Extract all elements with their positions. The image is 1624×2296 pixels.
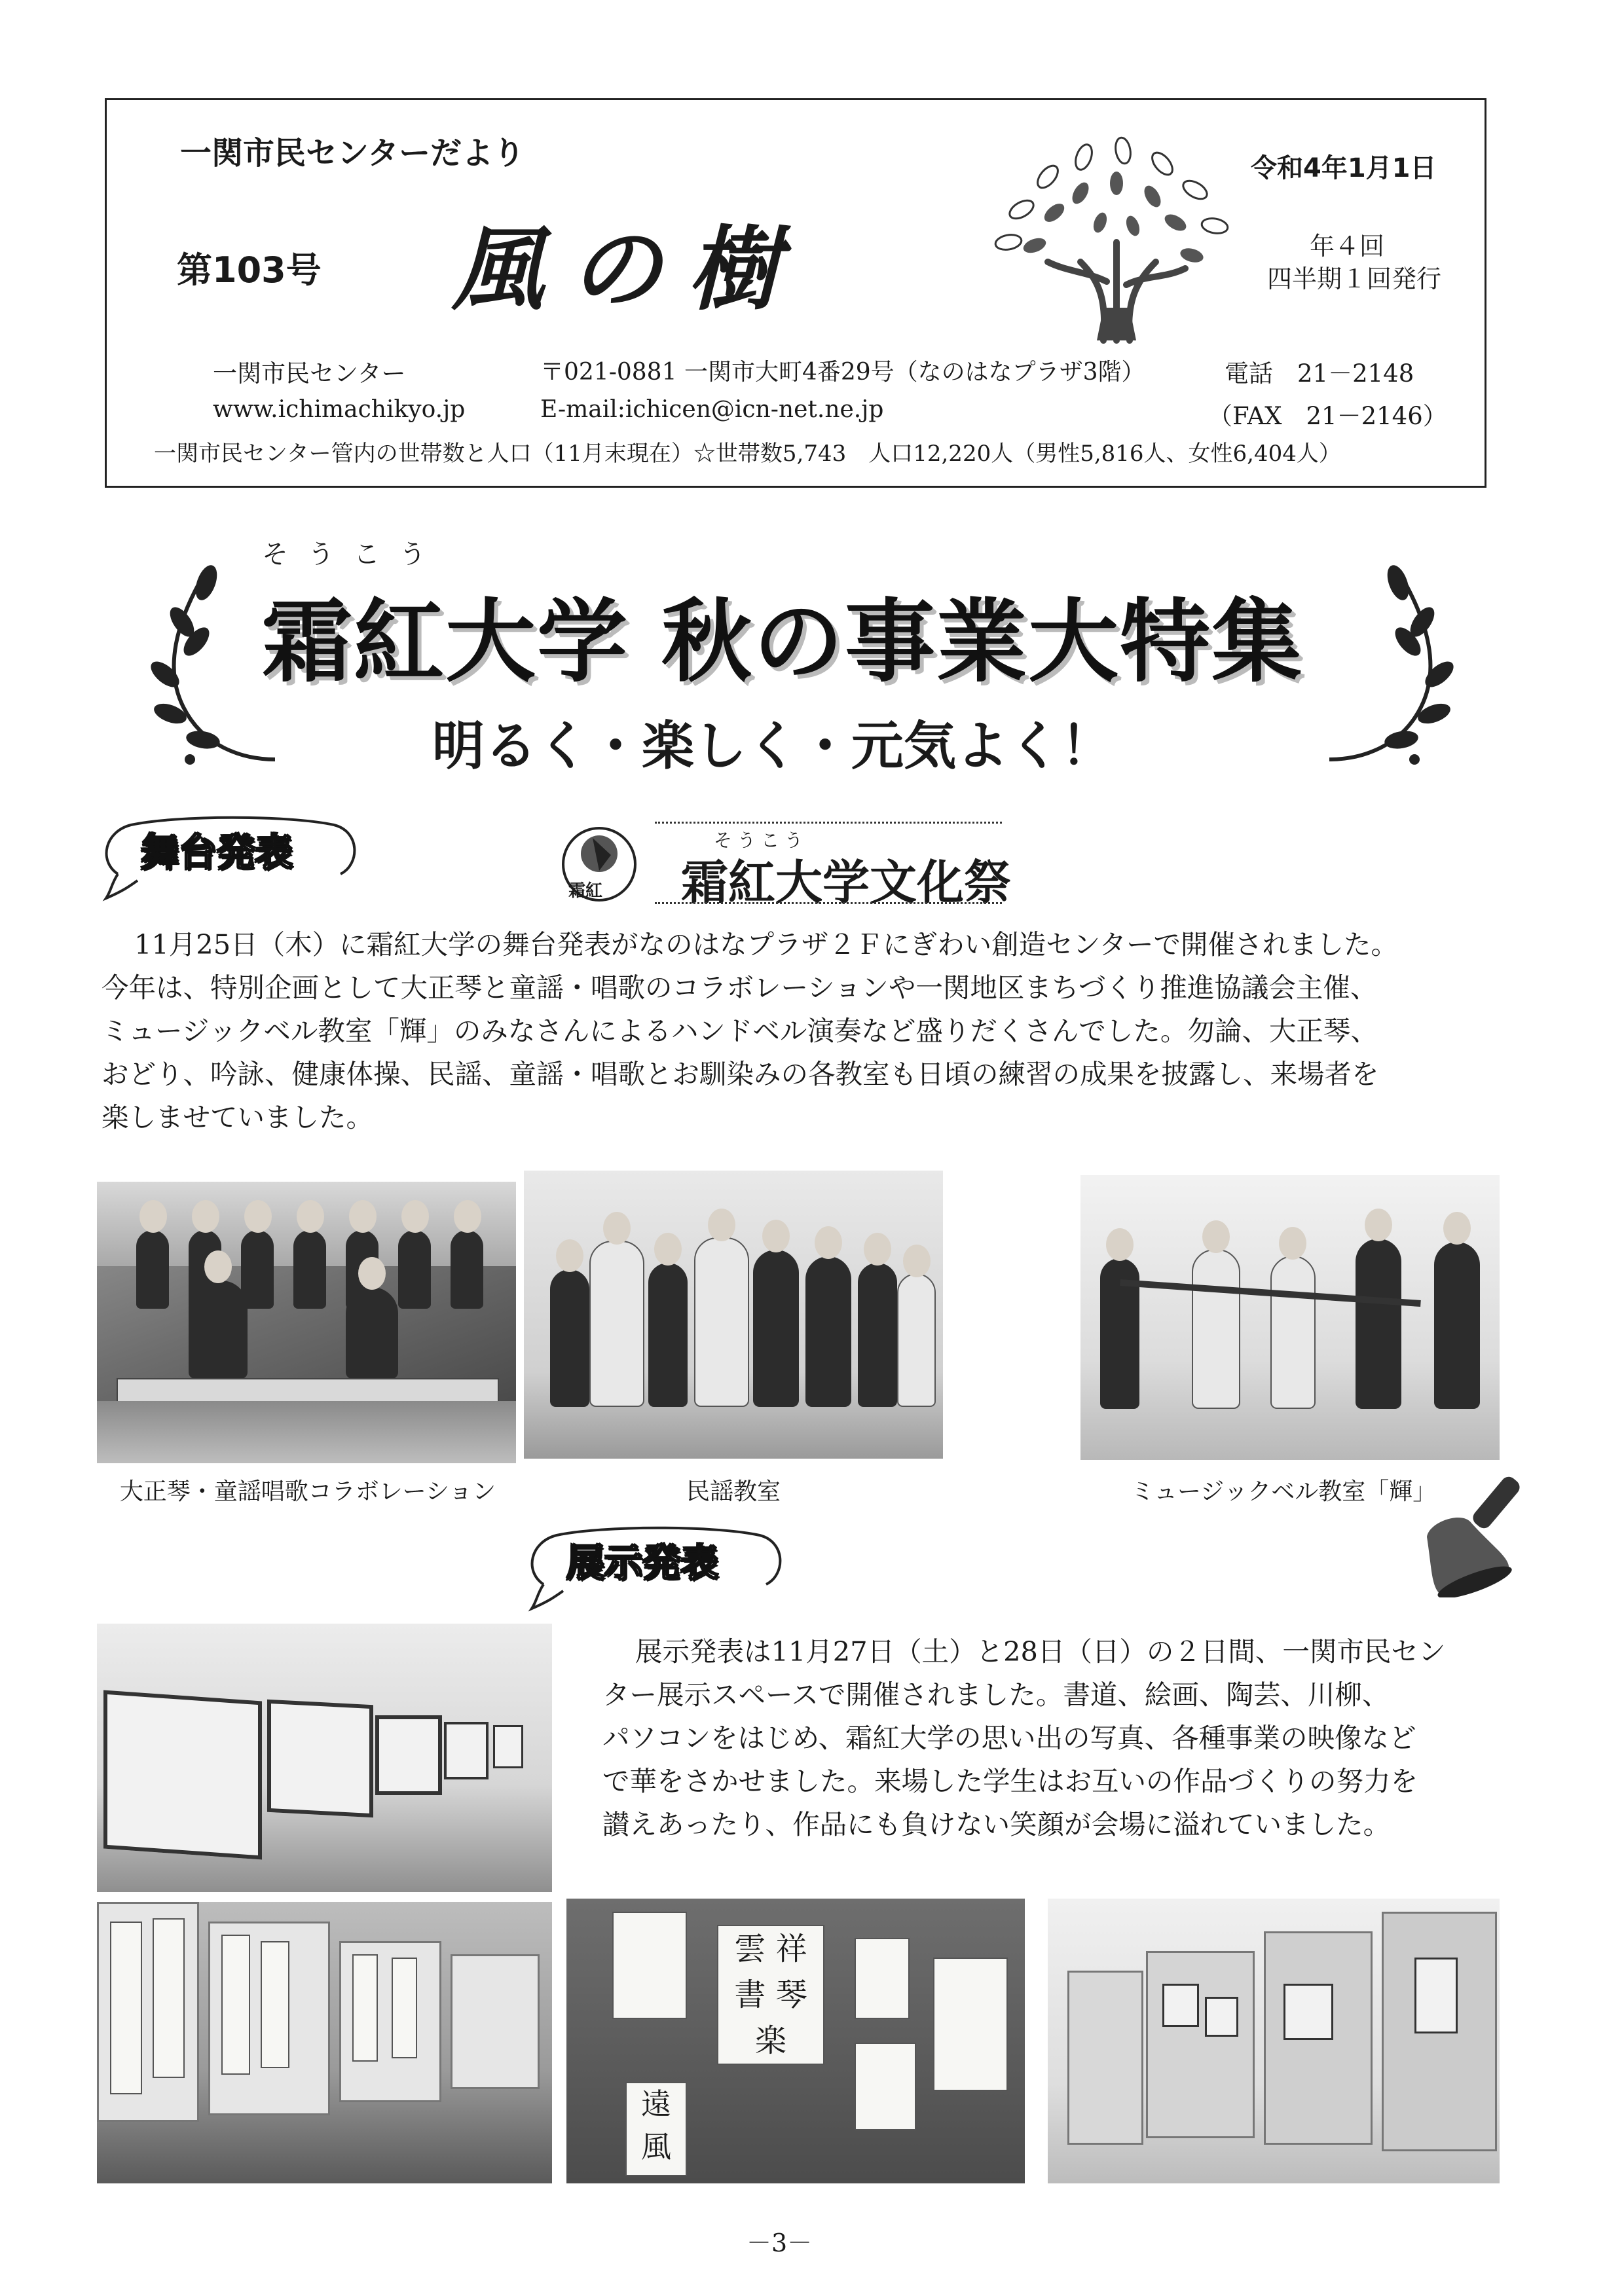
page-number: －3－ xyxy=(747,2229,813,2257)
festival-title-ruby: そうこう xyxy=(714,829,809,851)
exhibit-section-tag: 展示発表 xyxy=(566,1540,719,1585)
caption-koto-collaboration: 大正琴・童謡唱歌コラボレーション xyxy=(119,1478,496,1505)
issue-date: 令和4年1月1日 xyxy=(1251,153,1437,183)
stage-paragraph-line: ミュージックベル教室「輝」のみなさんによるハンドベル演奏など盛りだくさんでした。勿論、大正琴、 xyxy=(101,1015,1378,1047)
calligraphy-word: 琴 xyxy=(775,1977,807,2013)
stage-section-tag: 舞台発表 xyxy=(141,830,293,875)
calligraphy-word: 遠 xyxy=(641,2086,671,2122)
calligraphy-word: 書 xyxy=(734,1977,766,2013)
frequency-line-2: 四半期１回発行 xyxy=(1267,264,1442,293)
feature-title: 霜紅大学 秋の事業大特集 xyxy=(262,589,1304,695)
email-address[interactable]: E-mail:ichicen@icn-net.ne.jp xyxy=(540,396,884,423)
festival-title: 霜紅大学文化祭 xyxy=(681,855,1012,910)
calligraphy-word: 楽 xyxy=(754,2022,786,2059)
stage-paragraph-line: 楽しませていました。 xyxy=(101,1101,374,1133)
exhibit-paragraph xyxy=(602,1630,1506,1846)
exhibit-paragraph-line: パソコンをはじめ、霜紅大学の思い出の写真、各種事業の映像など xyxy=(602,1722,1416,1754)
population-info: 一関市民センター管内の世帯数と人口（11月末現在）☆世帯数5,743 人口12,220人（男性5,816人、女性6,404人） xyxy=(154,441,1341,467)
issue-number: 第103号 xyxy=(177,249,322,291)
tree-logo-icon xyxy=(969,131,1257,347)
feature-subtitle: 明るく・楽しく・元気よく！ xyxy=(432,716,1113,776)
stage-paragraph-line: 今年は、特別企画として大正琴と童謡・唱歌のコラボレーションや一関地区まちづくり推進協議会主催、 xyxy=(101,972,1378,1004)
sokou-logo-text: 霜紅 xyxy=(568,881,603,901)
fax-number: （FAX 21－2146） xyxy=(1208,402,1447,430)
address: 〒021-0881 一関市大町4番29号（なのはなプラザ3階） xyxy=(540,359,1145,386)
photo-exhibit-scrolls xyxy=(97,1902,552,2183)
photo-minyo-class xyxy=(524,1171,943,1459)
photo-music-bell-class xyxy=(1080,1175,1500,1460)
newsletter-name: 風の樹 xyxy=(452,216,806,323)
stage-paragraph xyxy=(101,923,1496,1139)
calligraphy-word: 祥 xyxy=(775,1931,807,1967)
exhibit-paragraph-line: 讃えあったり、作品にも負けない笑顔が会場に溢れていました。 xyxy=(602,1808,1391,1840)
phone-number: 電話 21－2148 xyxy=(1225,359,1414,388)
festival-title-rule-bottom xyxy=(655,902,1002,907)
exhibit-paragraph-line: 展示発表は11月27日（土）と28日（日）の２日間、一関市民セン xyxy=(635,1635,1446,1667)
exhibit-paragraph-line: ター展示スペースで開催されました。書道、絵画、陶芸、川柳、 xyxy=(602,1679,1390,1711)
right-vine-ornament-icon xyxy=(1323,563,1480,773)
photo-koto-collaboration xyxy=(97,1182,516,1463)
org-name: 一関市民センター xyxy=(213,359,406,388)
photo-exhibit-calligraphy xyxy=(566,1899,1025,2183)
calligraphy-word: 風 xyxy=(641,2129,671,2164)
left-vine-ornament-icon xyxy=(124,563,282,773)
calligraphy-word: 雲 xyxy=(734,1931,766,1967)
photo-exhibit-gallery xyxy=(97,1624,552,1892)
festival-title-rule-top xyxy=(655,822,1002,826)
feature-title-ruby: そうこう xyxy=(262,539,445,570)
exhibit-paragraph-line: で華をさかせました。来場した学生はお互いの作品づくりの努力を xyxy=(602,1765,1418,1797)
caption-music-bell-class: ミュージックベル教室「輝」 xyxy=(1130,1478,1437,1505)
series-title: 一関市民センターだより xyxy=(180,135,525,172)
caption-minyo-class: 民謡教室 xyxy=(686,1478,781,1505)
stage-paragraph-line: おどり、吟詠、健康体操、民謡、童謡・唱歌とお馴染みの各教室も日頃の練習の成果を披露し、来場者を xyxy=(101,1058,1379,1090)
frequency-line-1: 年４回 xyxy=(1310,232,1385,261)
photo-exhibit-displays xyxy=(1048,1899,1500,2183)
website-url[interactable]: www.ichimachikyo.jp xyxy=(213,396,466,423)
stage-paragraph-line: 11月25日（木）に霜紅大学の舞台発表がなのはなプラザ２Ｆにぎわい創造センターで開催されました。 xyxy=(134,928,1398,960)
hand-bell-icon xyxy=(1408,1467,1539,1597)
